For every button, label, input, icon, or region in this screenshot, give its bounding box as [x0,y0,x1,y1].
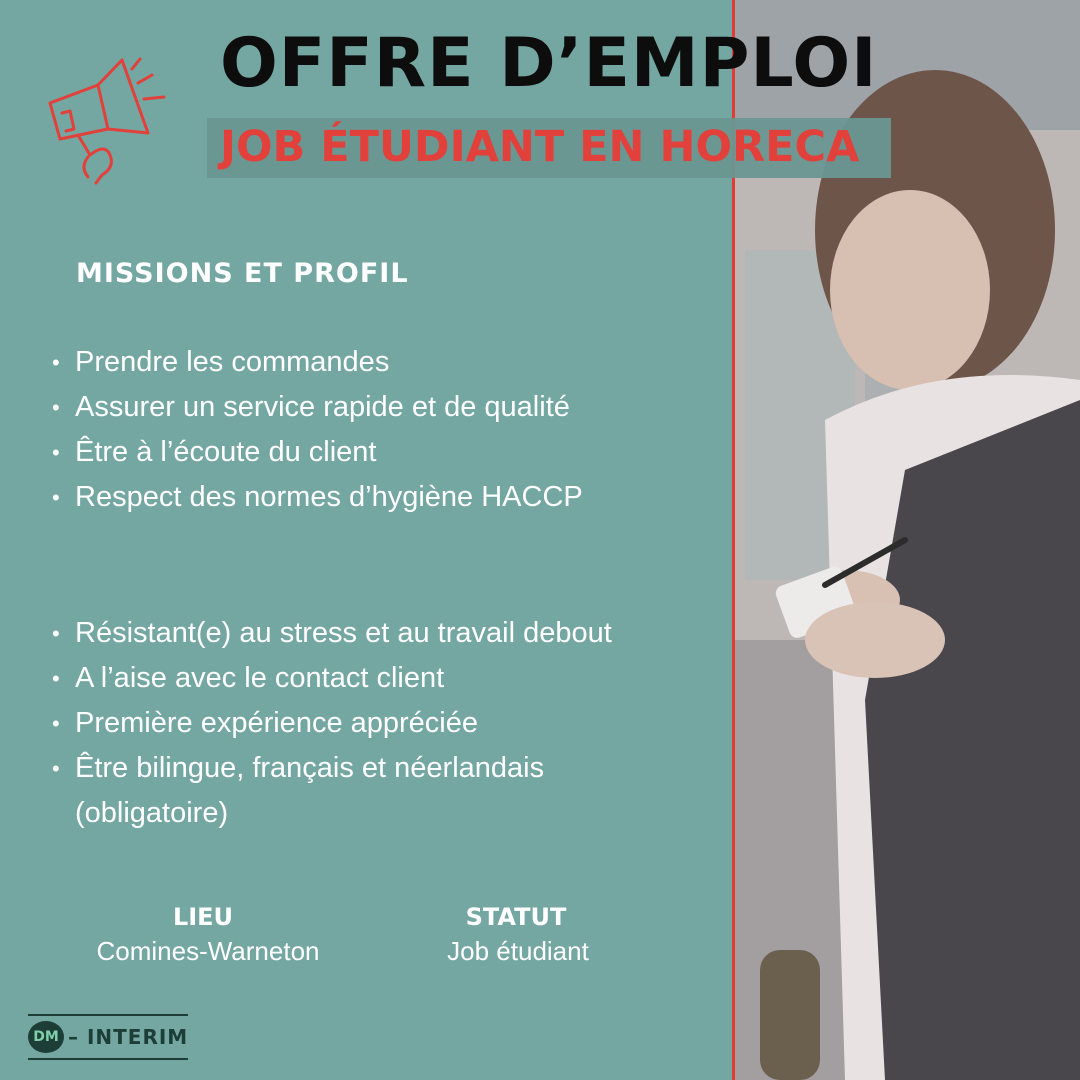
missions-list [48,340,583,520]
list-item: • Être à l’écoute du client [48,430,583,475]
page-subtitle: JOB ÉTUDIANT EN HORECA [220,122,860,172]
list-item: • Être bilingue, français et néerlandais (obligatoire) [48,746,675,836]
page-title: OFFRE D’EMPLOI [220,24,878,103]
company-logo [28,1014,188,1060]
logo-top-line [28,1014,188,1016]
list-item: • Respect des normes d’hygiène HACCP [48,475,583,520]
location-value: Comines-Warneton [96,936,320,966]
logo-bottom-line [28,1058,188,1060]
megaphone-icon [40,55,170,185]
list-item: • Résistant(e) au stress et au travail debout [48,611,708,656]
list-item: • Prendre les commandes [48,340,583,385]
logo-badge: DM [28,1021,64,1053]
list-item: • A l’aise avec le contact client [48,656,708,701]
location-label: LIEU [172,903,234,931]
list-item: • Première expérience appréciée [48,701,708,746]
profile-list [48,611,708,836]
status-value: Job étudiant [447,936,589,966]
list-item: • Assurer un service rapide et de qualité [48,385,583,430]
logo-text: – INTERIM [68,1025,189,1049]
status-label: STATUT [465,903,567,931]
section-heading: MISSIONS ET PROFIL [76,258,409,289]
